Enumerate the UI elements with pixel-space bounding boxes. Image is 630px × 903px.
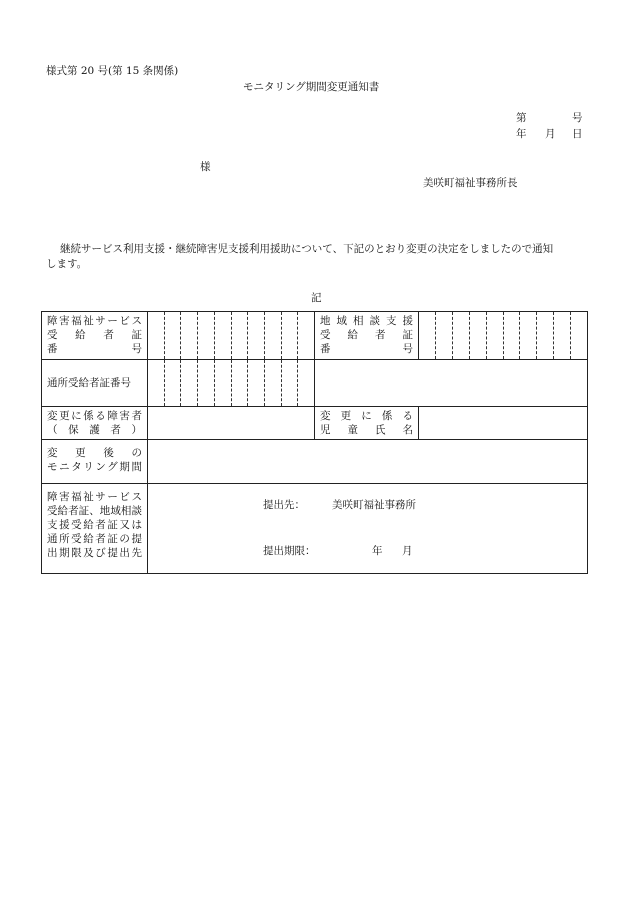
body-line-2: します。 [46, 258, 88, 270]
row-day-service-number [42, 360, 588, 407]
body-line-1: 継続サービス利用支援・継続障害児支援利用援助について、下記のとおり変更の決定をしましたので通知 [60, 243, 554, 255]
sender-name: 美咲町福祉事務所長 [423, 177, 518, 189]
blank-cell [315, 360, 588, 407]
deadline-year: 年 [372, 545, 383, 557]
label-welfare-service-cert: 障害福祉サービス 受 給 者 証 番 号 [42, 312, 148, 360]
child-name-field[interactable] [419, 407, 588, 440]
label-monitoring-period: 変 更 後 の モニタリング期間 [42, 440, 148, 484]
row-recipient-numbers [42, 312, 588, 360]
submission-detail-cell [148, 484, 588, 574]
doc-number-suffix: 号 [572, 112, 583, 124]
label-submission: 障害福祉サービス 受給者証、地域相談 支援受給者証又は 通所受給者証の提 出期限及び提出先 [42, 484, 148, 574]
ki-heading: 記 [311, 292, 322, 304]
monitoring-period-field[interactable] [148, 440, 588, 484]
doc-number-prefix: 第 [516, 112, 527, 124]
submit-to-label: 提出先： [263, 499, 305, 511]
date-year: 年 [516, 128, 527, 140]
person-name-field[interactable] [148, 407, 315, 440]
label-child-name: 変更に係る 児 童 氏 名 [315, 407, 419, 440]
date-day: 日 [572, 128, 583, 140]
form-number: 様式第 20 号(第 15 条関係) [46, 65, 179, 77]
deadline-month: 月 [402, 545, 413, 557]
row-submission [42, 484, 588, 574]
document-title: モニタリング期間変更通知書 [243, 81, 380, 93]
label-person-with-disability: 変更に係る障害者 （ 保 護 者 ） [42, 407, 148, 440]
community-cert-number-cells[interactable] [419, 312, 588, 360]
label-day-service-cert: 通所受給者証番号 [42, 360, 148, 407]
submit-to-value: 美咲町福祉事務所 [332, 499, 416, 511]
form-table [41, 311, 588, 574]
date-month: 月 [545, 128, 556, 140]
day-service-number-cells[interactable] [148, 360, 315, 407]
row-monitoring-period [42, 440, 588, 484]
addressee-suffix: 様 [200, 161, 211, 173]
welfare-cert-number-cells[interactable] [148, 312, 315, 360]
deadline-label: 提出期限： [263, 545, 316, 557]
label-community-support-cert: 地域相談支援 受 給 者 証 番 号 [315, 312, 419, 360]
row-person-names [42, 407, 588, 440]
